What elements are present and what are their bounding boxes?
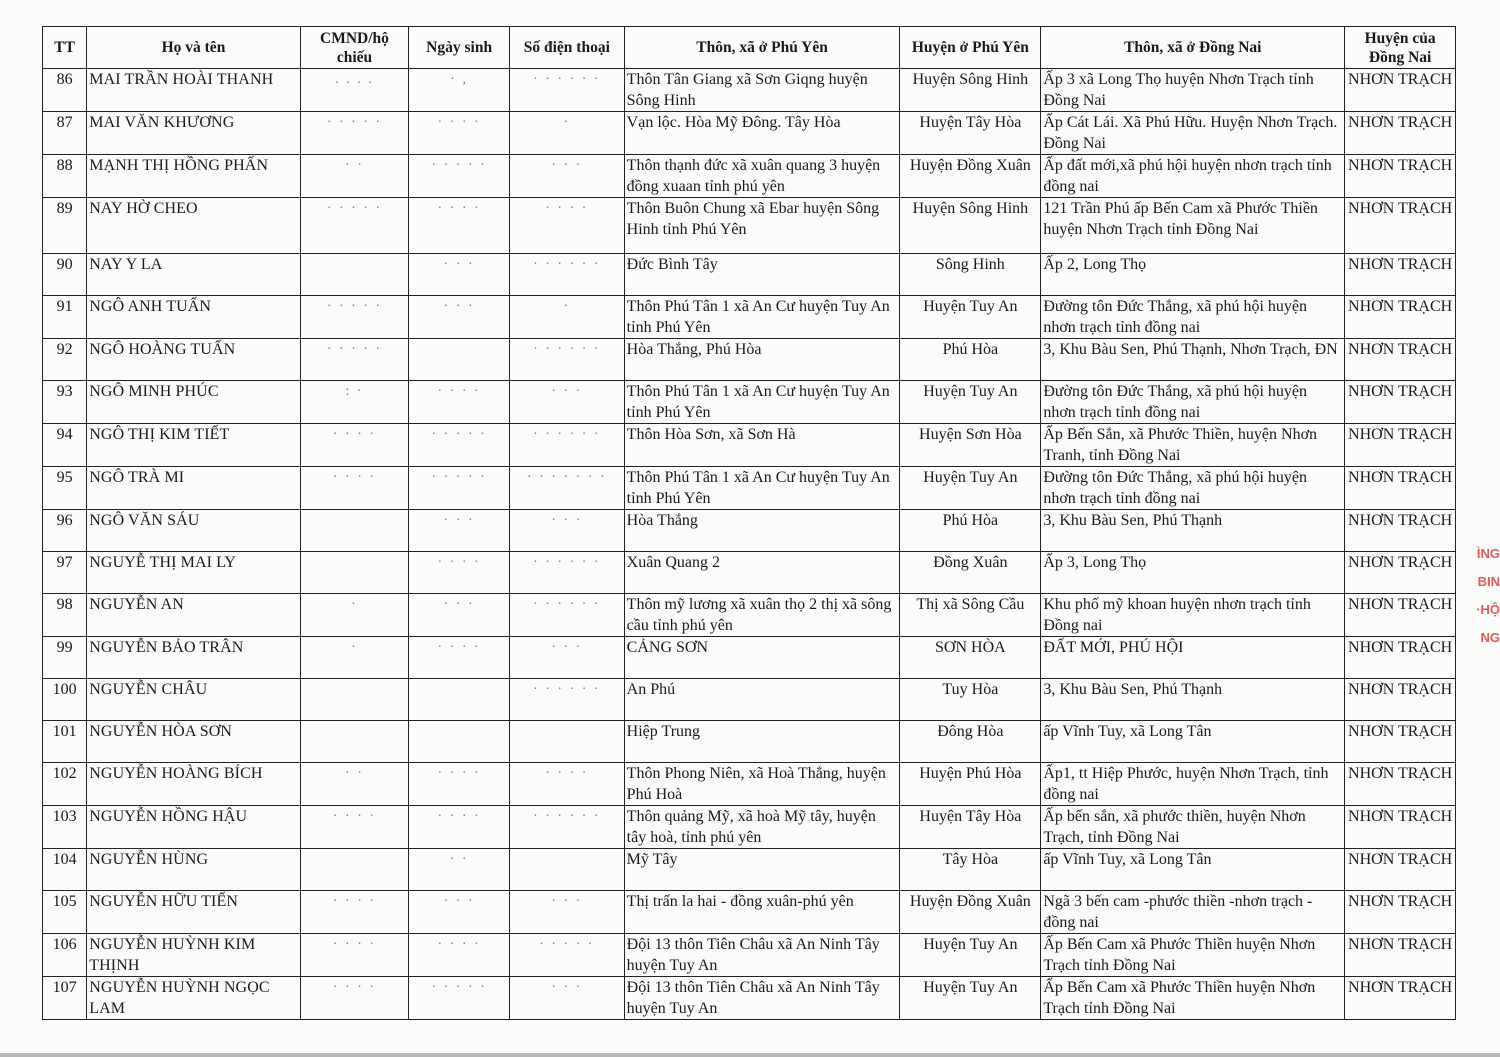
cell-py-district: Huyện Tuy An (900, 934, 1041, 977)
cell-dn-district: NHƠN TRẠCH (1345, 594, 1456, 637)
cell-dn-district: NHƠN TRẠCH (1345, 254, 1456, 296)
cell-tt: 104 (43, 849, 87, 891)
cell-py-district: Tuy Hòa (900, 679, 1041, 721)
cell-name: NGUYỄ THỊ MAI LY (87, 552, 300, 594)
cell-tt: 94 (43, 424, 87, 467)
cell-dn-district: NHƠN TRẠCH (1345, 763, 1456, 806)
red-seal-stamp: ÌNG BIN ·HỘ NG (1476, 546, 1500, 645)
cell-id: · · · · (300, 891, 409, 934)
header-tt: TT (43, 27, 87, 69)
cell-name: NGUYỄN HỮU TIẾN (87, 891, 300, 934)
table-row (43, 849, 1456, 891)
cell-id (300, 254, 409, 296)
cell-name: NGUYỄN CHÂU (87, 679, 300, 721)
cell-id: · · · · · (300, 198, 409, 254)
cell-id: · (300, 637, 409, 679)
table-row (43, 637, 1456, 679)
cell-dn-address: Ấp Cát Lái. Xã Phú Hữu. Huyện Nhơn Trạch. Đồng Nai (1041, 112, 1345, 155)
cell-dn-address: Ấp đất mới,xã phú hội huyện nhơn trạch tỉnh đồng nai (1041, 155, 1345, 198)
cell-dn-district: NHƠN TRẠCH (1345, 552, 1456, 594)
table-row (43, 891, 1456, 934)
cell-dn-district: NHƠN TRẠCH (1345, 806, 1456, 849)
cell-dob: · · · (409, 510, 510, 552)
cell-dn-district: NHƠN TRẠCH (1345, 891, 1456, 934)
cell-py-district: Phú Hòa (900, 339, 1041, 381)
cell-id: · · (300, 763, 409, 806)
cell-dob: · · · · (409, 806, 510, 849)
cell-id: · · · · (300, 806, 409, 849)
cell-py-address: Đức Bình Tây (624, 254, 900, 296)
header-py-address: Thôn, xã ở Phú Yên (624, 27, 900, 69)
cell-dn-address: ấp Vĩnh Tuy, xã Long Tân (1041, 721, 1345, 763)
cell-dn-district: NHƠN TRẠCH (1345, 424, 1456, 467)
document-page (42, 26, 1456, 1020)
cell-tt: 101 (43, 721, 87, 763)
cell-phone: · · · · · (509, 934, 624, 977)
cell-dob: · · · (409, 296, 510, 339)
cell-py-district: Sông Hinh (900, 254, 1041, 296)
cell-name: NGÔ VĂN SÁU (87, 510, 300, 552)
cell-id: · · · · (300, 934, 409, 977)
cell-tt: 105 (43, 891, 87, 934)
cell-id (300, 849, 409, 891)
cell-py-district: Huyện Tây Hòa (900, 112, 1041, 155)
table-row (43, 198, 1456, 254)
cell-phone (509, 849, 624, 891)
cell-py-address: Đội 13 thôn Tiên Châu xã An Ninh Tây huyện Tuy An (624, 934, 900, 977)
cell-dob: · · · (409, 254, 510, 296)
cell-py-address: CẢNG SƠN (624, 637, 900, 679)
cell-dn-district: NHƠN TRẠCH (1345, 510, 1456, 552)
cell-name: NAY Y LA (87, 254, 300, 296)
cell-name: NGÔ THỊ KIM TIẾT (87, 424, 300, 467)
header-dn-district: Huyện của Đồng Nai (1345, 27, 1456, 69)
header-dn-address: Thôn, xã ở Đồng Nai (1041, 27, 1345, 69)
cell-tt: 107 (43, 977, 87, 1020)
cell-py-address: Thôn Tân Giang xã Sơn Giqng huyện Sông Hinh (624, 69, 900, 112)
cell-tt: 86 (43, 69, 87, 112)
table-row (43, 296, 1456, 339)
cell-id: · (300, 594, 409, 637)
cell-py-address: Thôn Phú Tân 1 xã An Cư huyện Tuy An tỉnh Phú Yên (624, 467, 900, 510)
cell-tt: 89 (43, 198, 87, 254)
cell-dn-address: Ấp1, tt Hiệp Phước, huyện Nhơn Trạch, tỉnh đồng nai (1041, 763, 1345, 806)
cell-tt: 98 (43, 594, 87, 637)
cell-dn-address: 3, Khu Bàu Sen, Phú Thạnh (1041, 510, 1345, 552)
cell-id: · · (300, 155, 409, 198)
cell-dn-district: NHƠN TRẠCH (1345, 721, 1456, 763)
table-row (43, 381, 1456, 424)
cell-tt: 97 (43, 552, 87, 594)
cell-name: NGUYỄN AN (87, 594, 300, 637)
cell-dn-district: NHƠN TRẠCH (1345, 849, 1456, 891)
cell-dn-district: NHƠN TRẠCH (1345, 198, 1456, 254)
cell-dn-district: NHƠN TRẠCH (1345, 934, 1456, 977)
cell-dn-address: Ấp Bến Cam xã Phước Thiền huyện Nhơn Trạch tỉnh Đồng Nai (1041, 934, 1345, 977)
cell-phone: · · · · (509, 763, 624, 806)
cell-dn-address: Đường tôn Đức Thắng, xã phú hội huyện nhơn trạch tỉnh đồng nai (1041, 296, 1345, 339)
cell-phone: · · · · · · (509, 69, 624, 112)
table-row (43, 254, 1456, 296)
cell-dn-address: 3, Khu Bàu Sen, Phú Thạnh (1041, 679, 1345, 721)
cell-py-district: Huyện Đồng Xuân (900, 155, 1041, 198)
cell-dn-district: NHƠN TRẠCH (1345, 155, 1456, 198)
cell-py-address: Đội 13 thôn Tiên Châu xã An Ninh Tây huyện Tuy An (624, 977, 900, 1020)
cell-phone: · · · · · · (509, 679, 624, 721)
cell-py-district: Huyện Sông Hinh (900, 69, 1041, 112)
table-row (43, 679, 1456, 721)
cell-py-address: Thôn Hòa Sơn, xã Sơn Hà (624, 424, 900, 467)
cell-phone: · · · (509, 977, 624, 1020)
cell-py-district: Huyện Sơn Hòa (900, 424, 1041, 467)
cell-py-address: Hòa Thắng, Phú Hòa (624, 339, 900, 381)
cell-py-district: Thị xã Sông Cầu (900, 594, 1041, 637)
cell-name: NGUYỄN HỒNG HẬU (87, 806, 300, 849)
table-row (43, 467, 1456, 510)
cell-dob: · · · · · (409, 467, 510, 510)
cell-dob: · , (409, 69, 510, 112)
cell-tt: 88 (43, 155, 87, 198)
table-row (43, 424, 1456, 467)
cell-dn-district: NHƠN TRẠCH (1345, 977, 1456, 1020)
cell-phone: · · · (509, 891, 624, 934)
cell-phone: · · · (509, 510, 624, 552)
header-name: Họ và tên (87, 27, 300, 69)
cell-dn-district: NHƠN TRẠCH (1345, 339, 1456, 381)
cell-py-address: Mỹ Tây (624, 849, 900, 891)
cell-py-address: Thôn Phong Niên, xã Hoà Thắng, huyện Phú Hoà (624, 763, 900, 806)
cell-tt: 100 (43, 679, 87, 721)
cell-name: NGUYỄN HÒA SƠN (87, 721, 300, 763)
cell-phone: · · · · · · (509, 806, 624, 849)
cell-dob: · · · · (409, 112, 510, 155)
cell-dn-address: Đường tôn Đức Thắng, xã phú hội huyện nhơn trạch tỉnh đồng nai (1041, 381, 1345, 424)
table-row (43, 155, 1456, 198)
cell-phone: · · · (509, 637, 624, 679)
cell-id: : · (300, 381, 409, 424)
cell-py-address: Thôn Buôn Chung xã Ebar huyện Sông Hinh tỉnh Phú Yên (624, 198, 900, 254)
cell-dn-address: Ngã 3 bến cam -phước thiền -nhơn trạch - đồng nai (1041, 891, 1345, 934)
cell-id (300, 679, 409, 721)
cell-id (300, 721, 409, 763)
cell-name: MẠNH THỊ HỒNG PHẤN (87, 155, 300, 198)
cell-phone: · (509, 296, 624, 339)
cell-id: · · · · · (300, 112, 409, 155)
cell-py-district: SƠN HÒA (900, 637, 1041, 679)
cell-dn-address: Ấp Bến Cam xã Phước Thiền huyện Nhơn Trạch tỉnh Đồng Nai (1041, 977, 1345, 1020)
cell-py-address: Thôn quảng Mỹ, xã hoà Mỹ tây, huyện tây hoà, tỉnh phú yên (624, 806, 900, 849)
cell-dob: · · · · (409, 381, 510, 424)
cell-py-address: Thôn Phú Tân 1 xã An Cư huyện Tuy An tỉnh Phú Yên (624, 296, 900, 339)
cell-dn-district: NHƠN TRẠCH (1345, 637, 1456, 679)
cell-py-address: Thôn mỹ lương xã xuân thọ 2 thị xã sông cầu tỉnh phú yên (624, 594, 900, 637)
header-phone: Số điện thoại (509, 27, 624, 69)
cell-py-address: Hiệp Trung (624, 721, 900, 763)
cell-tt: 90 (43, 254, 87, 296)
cell-name: NGUYỄN HÙNG (87, 849, 300, 891)
cell-id: · · · · · (300, 339, 409, 381)
cell-tt: 92 (43, 339, 87, 381)
cell-dn-district: NHƠN TRẠCH (1345, 381, 1456, 424)
table-row (43, 112, 1456, 155)
cell-tt: 106 (43, 934, 87, 977)
cell-phone: · · · · · · (509, 339, 624, 381)
cell-dn-district: NHƠN TRẠCH (1345, 296, 1456, 339)
cell-py-address: Hòa Thắng (624, 510, 900, 552)
cell-dn-address: ĐẤT MỚI, PHÚ HỘI (1041, 637, 1345, 679)
cell-tt: 102 (43, 763, 87, 806)
cell-dn-address: 3, Khu Bàu Sen, Phú Thạnh, Nhơn Trạch, ĐN (1041, 339, 1345, 381)
cell-tt: 96 (43, 510, 87, 552)
cell-py-district: Huyện Tuy An (900, 977, 1041, 1020)
cell-tt: 91 (43, 296, 87, 339)
cell-dn-address: Ấp 3 xã Long Thọ huyện Nhơn Trạch tỉnh Đồng Nai (1041, 69, 1345, 112)
cell-phone: · · · · (509, 198, 624, 254)
table-row (43, 977, 1456, 1020)
cell-dob: · · · · (409, 763, 510, 806)
cell-dob: · · · (409, 594, 510, 637)
table-header-row (43, 27, 1456, 69)
cell-tt: 95 (43, 467, 87, 510)
cell-py-district: Huyện Phú Hòa (900, 763, 1041, 806)
cell-id: · · · · · (300, 296, 409, 339)
table-body (43, 69, 1456, 1020)
cell-dn-address: Ấp 3, Long Thọ (1041, 552, 1345, 594)
cell-name: NAY HỜ CHEO (87, 198, 300, 254)
cell-dn-address: 121 Trần Phú ấp Bến Cam xã Phước Thiền huyện Nhơn Trạch tỉnh Đồng Nai (1041, 198, 1345, 254)
cell-py-district: Huyện Tuy An (900, 467, 1041, 510)
cell-dn-district: NHƠN TRẠCH (1345, 112, 1456, 155)
cell-py-address: Thôn thạnh đức xã xuân quang 3 huyện đồng xuaan tỉnh phú yên (624, 155, 900, 198)
cell-id (300, 552, 409, 594)
cell-phone: · · · · · · (509, 424, 624, 467)
cell-dob: · · (409, 849, 510, 891)
cell-name: MAI VĂN KHƯƠNG (87, 112, 300, 155)
cell-dob: · · · (409, 891, 510, 934)
cell-dn-district: NHƠN TRẠCH (1345, 69, 1456, 112)
cell-id: · · · · (300, 467, 409, 510)
header-id: CMND/hộ chiếu (300, 27, 409, 69)
cell-phone: · · · (509, 155, 624, 198)
cell-dob: · · · · (409, 552, 510, 594)
cell-name: NGÔ ANH TUẤN (87, 296, 300, 339)
cell-name: NGUYỄN HOÀNG BÍCH (87, 763, 300, 806)
table-row (43, 721, 1456, 763)
table-row (43, 594, 1456, 637)
cell-phone: · · · · · · (509, 594, 624, 637)
cell-id: . . . . (300, 69, 409, 112)
cell-py-district: Tây Hòa (900, 849, 1041, 891)
cell-phone (509, 721, 624, 763)
cell-phone: · · · · · · (509, 552, 624, 594)
cell-id: · · · · (300, 977, 409, 1020)
cell-phone: · · · · · · (509, 254, 624, 296)
cell-py-district: Đồng Xuân (900, 552, 1041, 594)
cell-dob (409, 679, 510, 721)
cell-name: NGÔ HOÀNG TUẤN (87, 339, 300, 381)
table-row (43, 806, 1456, 849)
cell-phone: · · · (509, 381, 624, 424)
cell-py-district: Đông Hòa (900, 721, 1041, 763)
table-row (43, 763, 1456, 806)
cell-name: NGÔ MINH PHÚC (87, 381, 300, 424)
cell-dob: · · · · (409, 934, 510, 977)
cell-name: NGÔ TRÀ MI (87, 467, 300, 510)
cell-tt: 87 (43, 112, 87, 155)
cell-name: NGUYỄN HUỲNH NGỌC LAM (87, 977, 300, 1020)
cell-name: MAI TRẦN HOÀI THANH (87, 69, 300, 112)
cell-py-district: Phú Hòa (900, 510, 1041, 552)
cell-dob: · · · · · (409, 977, 510, 1020)
cell-tt: 103 (43, 806, 87, 849)
cell-id (300, 510, 409, 552)
cell-py-district: Huyện Đồng Xuân (900, 891, 1041, 934)
cell-dob: · · · · (409, 198, 510, 254)
table-row (43, 339, 1456, 381)
cell-dn-address: Đường tôn Đức Thắng, xã phú hội huyện nhơn trạch tỉnh đồng nai (1041, 467, 1345, 510)
cell-dn-address: Ấp bến sắn, xã phước thiền, huyện Nhơn Trạch, tỉnh Đồng Nai (1041, 806, 1345, 849)
header-py-district: Huyện ở Phú Yên (900, 27, 1041, 69)
cell-id: · · · · (300, 424, 409, 467)
header-dob: Ngày sinh (409, 27, 510, 69)
cell-dob: · · · · (409, 637, 510, 679)
cell-dob: · · · · · (409, 155, 510, 198)
cell-tt: 93 (43, 381, 87, 424)
cell-phone: · · · · · · · (509, 467, 624, 510)
cell-dn-district: NHƠN TRẠCH (1345, 679, 1456, 721)
cell-py-address: Vạn lộc. Hòa Mỹ Đông. Tây Hòa (624, 112, 900, 155)
cell-py-address: Thị trấn la hai - đồng xuân-phú yên (624, 891, 900, 934)
resident-table (42, 26, 1456, 1020)
table-row (43, 69, 1456, 112)
cell-py-address: Thôn Phú Tân 1 xã An Cư huyện Tuy An tỉnh Phú Yên (624, 381, 900, 424)
cell-dob (409, 721, 510, 763)
cell-dn-address: ấp Vĩnh Tuy, xã Long Tân (1041, 849, 1345, 891)
cell-dn-address: Ấp 2, Long Thọ (1041, 254, 1345, 296)
table-row (43, 552, 1456, 594)
cell-py-address: Xuân Quang 2 (624, 552, 900, 594)
cell-dn-address: Ấp Bến Sắn, xã Phước Thiền, huyện Nhơn Tranh, tỉnh Đồng Nai (1041, 424, 1345, 467)
cell-py-address: An Phú (624, 679, 900, 721)
cell-dob (409, 339, 510, 381)
cell-phone: · (509, 112, 624, 155)
table-row (43, 934, 1456, 977)
cell-name: NGUYỄN BẢO TRÂN (87, 637, 300, 679)
cell-dn-district: NHƠN TRẠCH (1345, 467, 1456, 510)
cell-dn-address: Khu phố mỹ khoan huyện nhơn trạch tỉnh Đồng nai (1041, 594, 1345, 637)
cell-py-district: Huyện Tây Hòa (900, 806, 1041, 849)
cell-dob: · · · · · (409, 424, 510, 467)
cell-py-district: Huyện Tuy An (900, 381, 1041, 424)
table-row (43, 510, 1456, 552)
cell-py-district: Huyện Sông Hinh (900, 198, 1041, 254)
cell-py-district: Huyện Tuy An (900, 296, 1041, 339)
scan-edge (0, 1053, 1500, 1057)
cell-tt: 99 (43, 637, 87, 679)
cell-name: NGUYỄN HUỲNH KIM THỊNH (87, 934, 300, 977)
